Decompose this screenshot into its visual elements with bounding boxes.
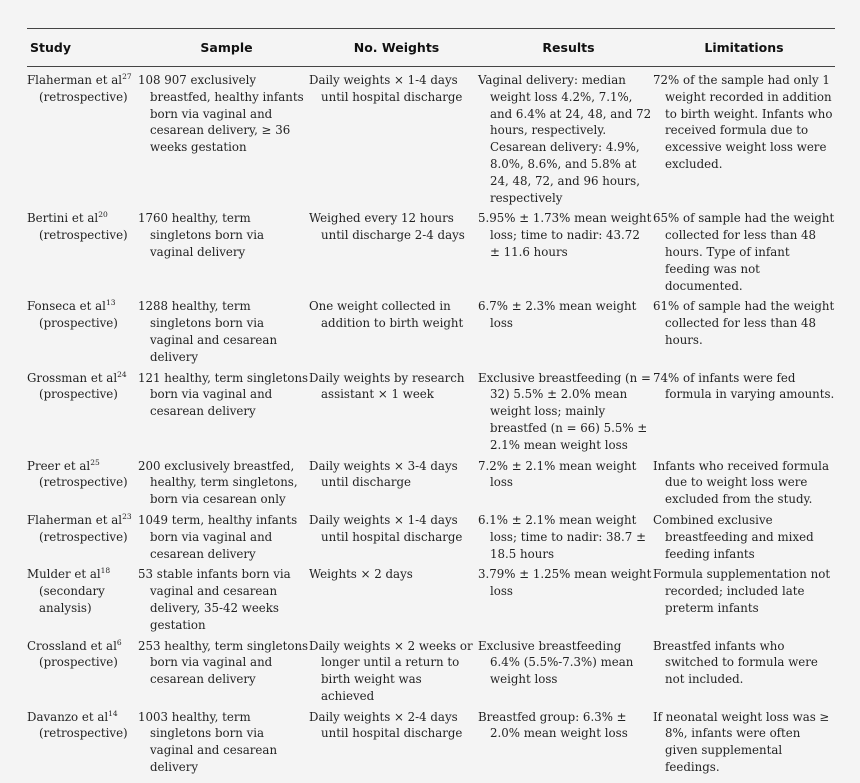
cell-results: 7.2% ± 2.1% mean weight loss [478, 458, 637, 490]
cell-weights: Daily weights × 2-4 days until hospital discharge [309, 709, 463, 741]
cell-study [27, 566, 138, 637]
cell-weights: Daily weights × 1-4 days until hospital discharge [309, 73, 463, 104]
cell-sample: 253 healthy, term singletons born via vaginal and cesarean delivery [138, 638, 309, 687]
study-author [27, 638, 138, 655]
cell-study [27, 72, 138, 210]
author-text: Flaherman et al [27, 73, 123, 87]
header-weights: No. Weights [353, 40, 440, 55]
cell-study [27, 298, 138, 369]
study-design: (secondary analysis) [39, 584, 105, 615]
cell-weights: Daily weights × 3-4 days until discharge [309, 458, 458, 490]
cell-weights: One weight collected in addition to birth weight [309, 299, 464, 331]
cell-results: Exclusive breastfeeding 6.4% (5.5%-7.3%) mean weight loss [478, 638, 634, 687]
header-study: Study [30, 40, 71, 55]
cell-limitations: If neonatal weight loss was ≥ 8%, infants were often given supplemental feedings. [653, 709, 830, 775]
study-design: (prospective) [39, 316, 118, 331]
study-design: (retrospective) [39, 89, 128, 104]
header-results: Results [542, 40, 595, 55]
study-author [27, 370, 138, 387]
cell-sample: 121 healthy, term singletons born via vaginal and cesarean delivery [138, 370, 309, 419]
cell-weights: Weighed every 12 hours until discharge 2-4 days [309, 211, 465, 243]
cell-limitations: Infants who received formula due to weight loss were excluded from the study. [653, 458, 829, 507]
cell-sample: 1049 term, healthy infants born via vaginal and cesarean delivery [138, 512, 298, 561]
author-text: Fonseca et al [27, 299, 106, 314]
author-text: Grossman et al [27, 370, 118, 385]
cell-study [27, 512, 138, 566]
cell-results: Exclusive breastfeeding (n = 32) 5.5% ± 2.0% mean weight loss; mainly breastfed (n = 66) 5.5% ± 2.1% mean weight loss [478, 370, 651, 452]
cell-weights: Daily weights by research assistant × 1 week [309, 370, 465, 402]
reference-number: 14 [108, 708, 118, 718]
reference-number: 18 [100, 566, 111, 576]
table-header [27, 29, 835, 66]
cell-study [27, 638, 138, 709]
cell-limitations: Breastfed infants who switched to formula were not included. [653, 638, 818, 687]
reference-number: 25 [90, 457, 100, 467]
header-limitations: Limitations [704, 40, 784, 55]
table-row [27, 709, 835, 780]
cell-results: Vaginal delivery: median weight loss 4.2%, 7.1%, and 6.4% at 24, 48, and 72 hours, respectively. Cesarean delivery: 4.9%, 8.0%, 8.6%, and 5.8% at 24, 48, 72, and 96 hours, respectively [478, 73, 652, 205]
literature-table [27, 28, 835, 780]
author-text: Bertini et al [27, 211, 99, 226]
table-row [27, 72, 835, 210]
study-author [27, 458, 138, 475]
header-rule [27, 66, 835, 67]
cell-sample: 1288 healthy, term singletons born via vaginal and cesarean delivery [138, 299, 278, 364]
cell-weights: Daily weights × 1-4 days until hospital discharge [309, 512, 463, 544]
header-sample: Sample [200, 40, 253, 55]
author-text: Preer et al [27, 458, 91, 473]
cell-study [27, 370, 138, 458]
cell-sample: 53 stable infants born via vaginal and cesarean delivery, 35-42 weeks gestation [138, 567, 291, 632]
table-row [27, 566, 835, 637]
study-author [27, 512, 138, 529]
cell-weights: Weights × 2 days [309, 567, 413, 582]
cell-results: 3.79% ± 1.25% mean weight loss [478, 567, 652, 599]
cell-results: 5.95% ± 1.73% mean weight loss; time to nadir: 43.72 ± 11.6 hours [478, 211, 652, 259]
reference-number: 20 [98, 210, 108, 220]
reference-number: 24 [117, 369, 127, 379]
cell-limitations: Combined exclusive breastfeeding and mixed feeding infants [653, 512, 814, 561]
author-text: Crossland et al [27, 638, 117, 653]
reference-number: 6 [116, 637, 122, 647]
cell-sample: 108 907 exclusively breastfed, healthy infants born via vaginal and cesarean delivery, ≥ 36 weeks gestation [138, 73, 304, 155]
study-design: (prospective) [39, 387, 118, 402]
cell-results: 6.1% ± 2.1% mean weight loss; time to nadir: 38.7 ± 18.5 hours [478, 512, 646, 561]
cell-limitations: 65% of sample had the weight collected for less than 48 hours. Type of infant feeding was not documented. [653, 211, 835, 293]
cell-limitations: Formula supplementation not recorded; included late preterm infants [653, 567, 831, 615]
author-text: Davanzo et al [27, 709, 109, 724]
author-text: Mulder et al [27, 567, 101, 582]
cell-sample: 200 exclusively breastfed, healthy, term singletons, born via cesarean only [138, 458, 298, 507]
cell-limitations: 61% of sample had the weight collected for less than 48 hours. [653, 299, 835, 347]
study-author [27, 210, 138, 227]
study-design: (retrospective) [39, 529, 128, 544]
study-design: (retrospective) [39, 726, 128, 741]
cell-sample: 1760 healthy, term singletons born via vaginal delivery [138, 211, 265, 259]
study-author [27, 298, 138, 315]
author-text: Flaherman et al [27, 512, 123, 527]
study-author [27, 709, 138, 726]
study-author [27, 566, 138, 583]
reference-number: 27 [122, 72, 132, 82]
study-design: (retrospective) [39, 228, 128, 243]
table-row [27, 458, 835, 512]
cell-results: Breastfed group: 6.3% ± 2.0% mean weight loss [478, 709, 628, 741]
table-row [27, 210, 835, 298]
cell-weights: Daily weights × 2 weeks or longer until a return to birth weight was achieved [309, 638, 473, 703]
table-row [27, 638, 835, 709]
cell-limitations: 74% of infants were fed formula in varying amounts. [653, 370, 835, 402]
cell-results: 6.7% ± 2.3% mean weight loss [478, 299, 637, 331]
study-design: (prospective) [39, 655, 118, 670]
table-body [27, 72, 835, 780]
study-author [27, 72, 138, 89]
reference-number: 13 [105, 298, 116, 308]
table-row [27, 370, 835, 458]
table-row [27, 512, 835, 566]
cell-study [27, 210, 138, 298]
cell-study [27, 709, 138, 780]
cell-sample: 1003 healthy, term singletons born via vaginal and cesarean delivery [138, 709, 278, 775]
study-design: (retrospective) [39, 475, 128, 490]
cell-study [27, 458, 138, 512]
cell-limitations: 72% of the sample had only 1 weight recorded in addition to birth weight. Infants who received formula due to excessive weight loss were excluded. [653, 73, 833, 171]
reference-number: 23 [122, 512, 132, 521]
table-row [27, 298, 835, 369]
